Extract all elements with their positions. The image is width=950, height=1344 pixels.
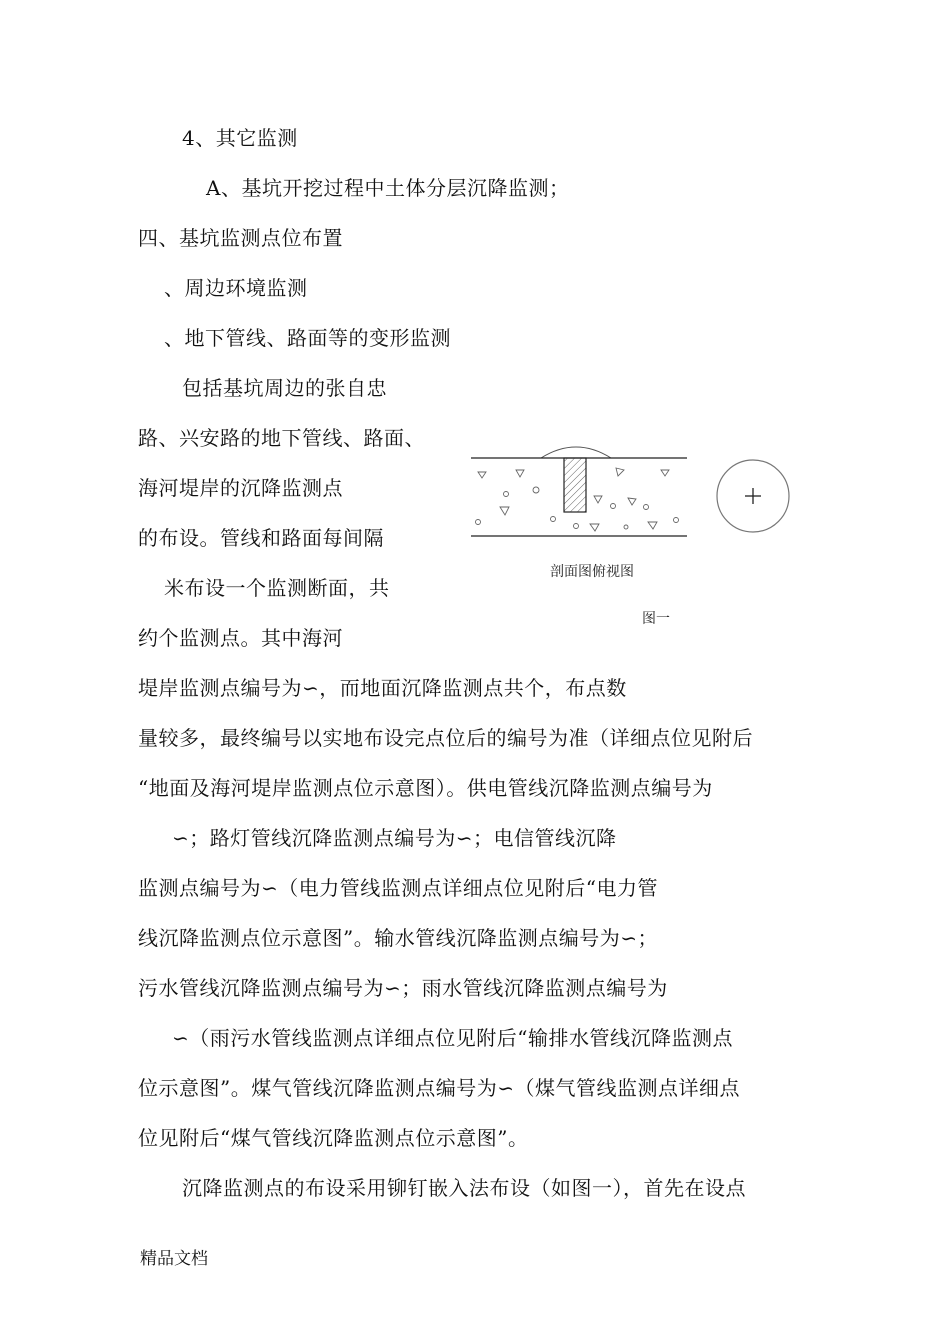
text-line-17: 线沉降监测点位示意图”。输水管线沉降监测点编号为∽； <box>138 926 658 950</box>
rivet-figure <box>466 432 806 632</box>
text-line-1: 4、其它监测 <box>182 126 298 150</box>
subsection-heading-2: 、地下管线、路面等的变形监测 <box>164 326 451 350</box>
text-line-7: 路、兴安路的地下管线、路面、 <box>138 426 425 450</box>
text-line-19: ∽（雨污水管线监测点详细点位见附后“输排水管线沉降监测点 <box>172 1026 733 1050</box>
text-line-21: 位见附后“煤气管线沉降监测点位示意图”。 <box>138 1126 529 1150</box>
figure-subcaption: 剖面图俯视图 <box>550 564 634 580</box>
text-line-8: 海河堤岸的沉降监测点 <box>138 476 343 500</box>
rivet-shaft <box>564 458 586 512</box>
rivet-diagram <box>466 432 806 632</box>
text-line-9: 的布设。管线和路面每间隔 <box>138 526 384 550</box>
page-footer: 精品文档 <box>140 1249 208 1269</box>
text-line-12: 堤岸监测点编号为∽，而地面沉降监测点共个，布点数 <box>138 676 627 700</box>
subsection-heading-1: 、周边环境监测 <box>164 276 308 300</box>
text-line-18: 污水管线沉降监测点编号为∽；雨水管线沉降监测点编号为 <box>138 976 668 1000</box>
figure-caption: 图一 <box>642 611 670 627</box>
text-line-15: ∽；路灯管线沉降监测点编号为∽；电信管线沉降 <box>172 826 617 850</box>
text-line-13: 量较多，最终编号以实地布设完点位后的编号为准（详细点位见附后 <box>138 726 753 750</box>
text-line-20: 位示意图”。煤气管线沉降监测点编号为∽（煤气管线监测点详细点 <box>138 1076 740 1100</box>
text-line-10: 米布设一个监测断面，共 <box>164 576 390 600</box>
text-line-16: 监测点编号为∽（电力管线监测点详细点位见附后“电力管 <box>138 876 658 900</box>
text-line-14: “地面及海河堤岸监测点位示意图）。供电管线沉降监测点编号为 <box>138 776 713 800</box>
text-line-2: A、基坑开挖过程中土体分层沉降监测； <box>206 176 570 200</box>
text-line-11: 约个监测点。其中海河 <box>138 626 343 650</box>
rivet-head <box>541 447 611 458</box>
section-heading: 四、基坑监测点位布置 <box>138 226 343 250</box>
text-line-6: 包括基坑周边的张自忠 <box>182 376 387 400</box>
text-line-22: 沉降监测点的布设采用铆钉嵌入法布设（如图一），首先在设点 <box>182 1176 746 1200</box>
